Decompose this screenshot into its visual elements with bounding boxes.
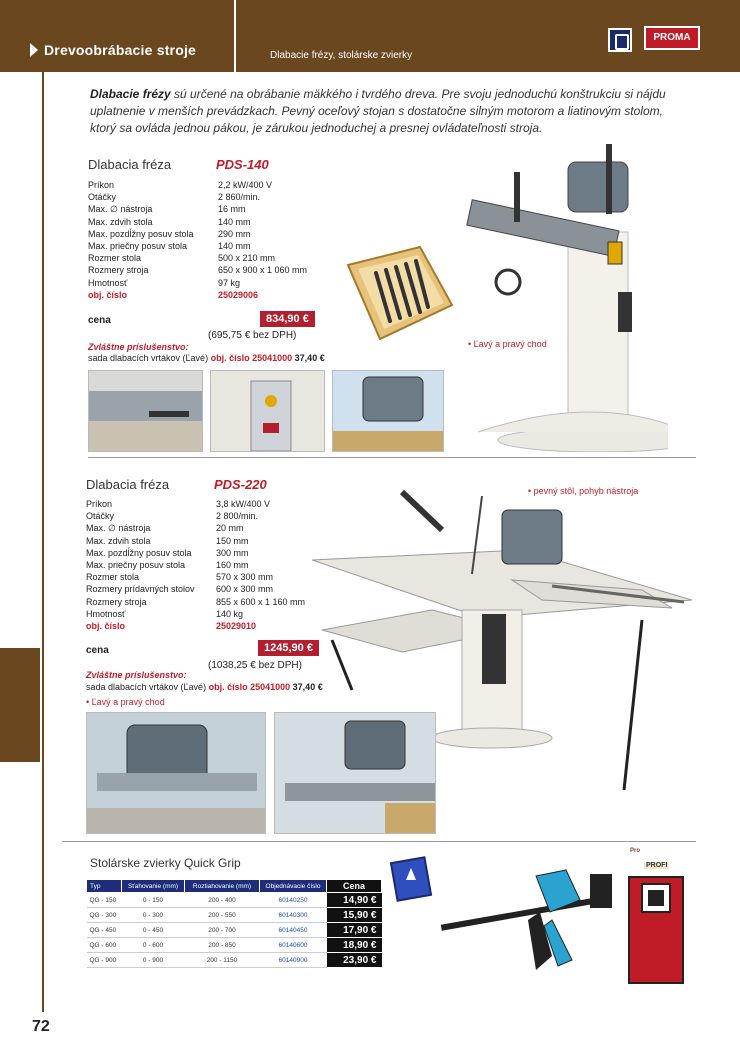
page-number: 72 xyxy=(32,1018,50,1035)
accessory-text: sada dlabacích vrtákov (Ľavé) xyxy=(86,682,207,692)
table-row xyxy=(87,938,382,953)
spec-label: Max. ∅ nástroja xyxy=(88,204,153,215)
col-header: Sťahovanie (mm) xyxy=(122,880,185,893)
spec-value: 140 kg xyxy=(216,608,244,619)
spec-label: Rozmer stola xyxy=(88,253,142,264)
spec-value: 650 x 900 x 1 060 mm xyxy=(218,265,308,276)
spec-value: 20 mm xyxy=(216,523,244,534)
brand-icon xyxy=(608,28,632,52)
intro-paragraph xyxy=(90,86,680,137)
product2-price: 1245,90 € xyxy=(258,640,319,656)
header-divider xyxy=(234,0,236,72)
pds140-detail-photo-3 xyxy=(332,370,444,452)
intro-bold: Dlabacie frézy xyxy=(90,87,171,101)
product1-spec-labels xyxy=(88,179,218,301)
section-divider-2 xyxy=(62,841,696,842)
spec-label: Príkon xyxy=(88,180,115,190)
spec-value: 140 mm xyxy=(218,241,251,252)
spec-label: Max. ∅ nástroja xyxy=(86,523,151,534)
cell-code: 60140300 xyxy=(260,908,327,923)
clamps-table xyxy=(86,879,382,968)
cell-price: 23,90 € xyxy=(327,953,382,968)
cell-type: QG - 300 xyxy=(87,908,122,923)
col-header: Typ xyxy=(87,880,122,893)
accessory-price: 37,40 € xyxy=(292,682,323,692)
quality-badge-icon xyxy=(386,856,436,906)
spec-value: 160 mm xyxy=(216,560,249,571)
spec-value: 300 mm xyxy=(216,547,249,558)
product1-note: • Ľavý a pravý chod xyxy=(468,339,547,349)
spec-label: Rozmer stola xyxy=(86,572,140,583)
col-header: Cena xyxy=(327,880,382,893)
product1-price-no-vat: (695,75 € bez DPH) xyxy=(208,330,297,341)
spec-value: 600 x 300 mm xyxy=(216,584,274,595)
cell-clamp: 0 - 150 xyxy=(122,893,185,908)
table-row xyxy=(87,953,382,968)
spec-label: Max. pozdĺžny posuv stola xyxy=(88,228,194,239)
profi-badge-top: Pro xyxy=(630,848,641,854)
spec-value: 2 860/min. xyxy=(218,192,261,203)
spec-value: 570 x 300 mm xyxy=(216,572,274,583)
cell-type: QG - 600 xyxy=(87,938,122,953)
spec-value: 25029006 xyxy=(218,289,259,300)
cell-price: 18,90 € xyxy=(327,938,382,953)
product2-accessory-title: Zvláštne príslušenstvo: xyxy=(86,670,187,680)
cell-code: 60140600 xyxy=(260,938,327,953)
header-subtitle: Dlabacie frézy, stolárske zvierky xyxy=(270,50,413,61)
product2-note-right: • pevný stôl, pohyb nástroja xyxy=(528,486,639,496)
drill-bits-box-image xyxy=(340,243,456,343)
spec-value: 500 x 210 mm xyxy=(218,253,276,264)
cell-spread: 200 - 850 xyxy=(185,938,260,953)
pds140-detail-photo-1 xyxy=(88,370,203,452)
pds140-detail-photo-2 xyxy=(210,370,325,452)
spec-label: Hmotnosť xyxy=(86,608,126,619)
spec-value: 2,2 kW/400 V xyxy=(218,180,273,190)
product1-spec-values xyxy=(218,179,338,301)
pds220-detail-photo-2 xyxy=(274,712,436,834)
proma-logo: PROMA xyxy=(644,26,700,50)
spec-label: obj. číslo xyxy=(88,289,128,300)
spec-value: 16 mm xyxy=(218,204,246,215)
table-row xyxy=(87,923,382,938)
spec-label: Rozmery stroja xyxy=(86,596,147,607)
product2-model: PDS-220 xyxy=(214,477,267,492)
clamps-table-wrap xyxy=(86,879,382,968)
spec-value: 290 mm xyxy=(218,228,251,239)
spec-value: 150 mm xyxy=(216,535,249,546)
side-tab xyxy=(0,648,40,762)
spec-label: Max. priečny posuv stola xyxy=(88,241,188,252)
product2-cena-label: cena xyxy=(86,645,109,656)
section-divider xyxy=(88,457,696,458)
cell-price: 15,90 € xyxy=(327,908,382,923)
brand-logo-vertical xyxy=(628,876,684,984)
product1-price: 834,90 € xyxy=(260,311,315,327)
cell-type: QG - 150 xyxy=(87,893,122,908)
table-row xyxy=(87,908,382,923)
product1-model: PDS-140 xyxy=(216,157,269,172)
cell-clamp: 0 - 600 xyxy=(122,938,185,953)
spec-label: Príkon xyxy=(86,499,113,509)
product2-category: Dlabacia fréza xyxy=(86,477,170,492)
cell-code: 60140250 xyxy=(260,893,327,908)
accessory-code: obj. číslo 25041000 xyxy=(210,353,293,363)
table-row xyxy=(87,893,382,908)
header-title: Drevoobrábacie stroje xyxy=(44,42,197,58)
spec-label: Max. pozdĺžny posuv stola xyxy=(86,547,192,558)
accessory-text: sada dlabacích vrtákov (Ľavé) xyxy=(88,353,209,363)
product1-accessory xyxy=(88,353,325,363)
profi-badge: PROFI xyxy=(646,862,668,869)
product2-spec-labels xyxy=(86,498,216,632)
spec-label: Max. zdvih stola xyxy=(88,216,153,227)
cell-type: QG - 900 xyxy=(87,953,122,968)
pds220-detail-photo-1 xyxy=(86,712,266,834)
accessory-price: 37,40 € xyxy=(294,353,325,363)
spec-value: 97 kg xyxy=(218,277,241,288)
cell-spread: 200 - 700 xyxy=(185,923,260,938)
col-header: Roztiahovanie (mm) xyxy=(185,880,260,893)
spec-label: Otáčky xyxy=(86,511,115,522)
spec-value: 25029010 xyxy=(216,621,257,632)
product2-price-no-vat: (1038,25 € bez DPH) xyxy=(208,660,302,671)
cell-clamp: 0 - 450 xyxy=(122,923,185,938)
product2-accessory xyxy=(86,682,323,692)
cell-type: QG - 450 xyxy=(87,923,122,938)
spec-label: obj. číslo xyxy=(86,621,126,632)
cell-clamp: 0 - 300 xyxy=(122,908,185,923)
product2-note-left: • Ľavý a pravý chod xyxy=(86,697,165,707)
spec-label: Rozmery prídavných stolov xyxy=(86,584,195,595)
spec-label: Rozmery stroja xyxy=(88,265,149,276)
left-margin-line xyxy=(42,72,44,1012)
cell-spread: 200 - 550 xyxy=(185,908,260,923)
spec-value: 2 800/min. xyxy=(216,511,259,522)
cell-price: 14,90 € xyxy=(327,893,382,908)
spec-label: Max. zdvih stola xyxy=(86,535,151,546)
spec-label: Max. priečny posuv stola xyxy=(86,560,186,571)
quick-grip-clamp-image xyxy=(440,860,616,976)
cell-clamp: 0 - 900 xyxy=(122,953,185,968)
pds140-machine-image xyxy=(458,132,668,452)
accessory-code: obj. číslo 25041000 xyxy=(208,682,291,692)
product1-cena-label: cena xyxy=(88,315,111,326)
spec-label: Otáčky xyxy=(88,192,117,203)
spec-value: 140 mm xyxy=(218,216,251,227)
product1-category: Dlabacia fréza xyxy=(88,157,172,172)
cell-spread: 200 - 1150 xyxy=(185,953,260,968)
cell-code: 60140900 xyxy=(260,953,327,968)
spec-label: Hmotnosť xyxy=(88,277,128,288)
clamps-title: Stolárske zvierky Quick Grip xyxy=(90,856,241,870)
spec-value: 3,8 kW/400 V xyxy=(216,499,271,509)
product1-accessory-title: Zvláštne príslušenstvo: xyxy=(88,342,189,352)
cell-spread: 200 - 400 xyxy=(185,893,260,908)
spec-value: 855 x 600 x 1 160 mm xyxy=(216,596,306,607)
cell-code: 60140450 xyxy=(260,923,327,938)
col-header: Objednávacie číslo xyxy=(260,880,327,893)
intro-text: sú určené na obrábanie mäkkého i tvrdého dreva. Pre svoju jednoduchú konštrukciu si nájdu uplatnenie v menších prevádzkach. Pevný oceľový stojan s dostatočne silným motorom a liatinovým stolom, ktorý sa ovláda jednou pákou, je zárukou jednoduchej a presnej ovládateľnosti stroja. xyxy=(90,87,666,135)
cell-price: 17,90 € xyxy=(327,923,382,938)
